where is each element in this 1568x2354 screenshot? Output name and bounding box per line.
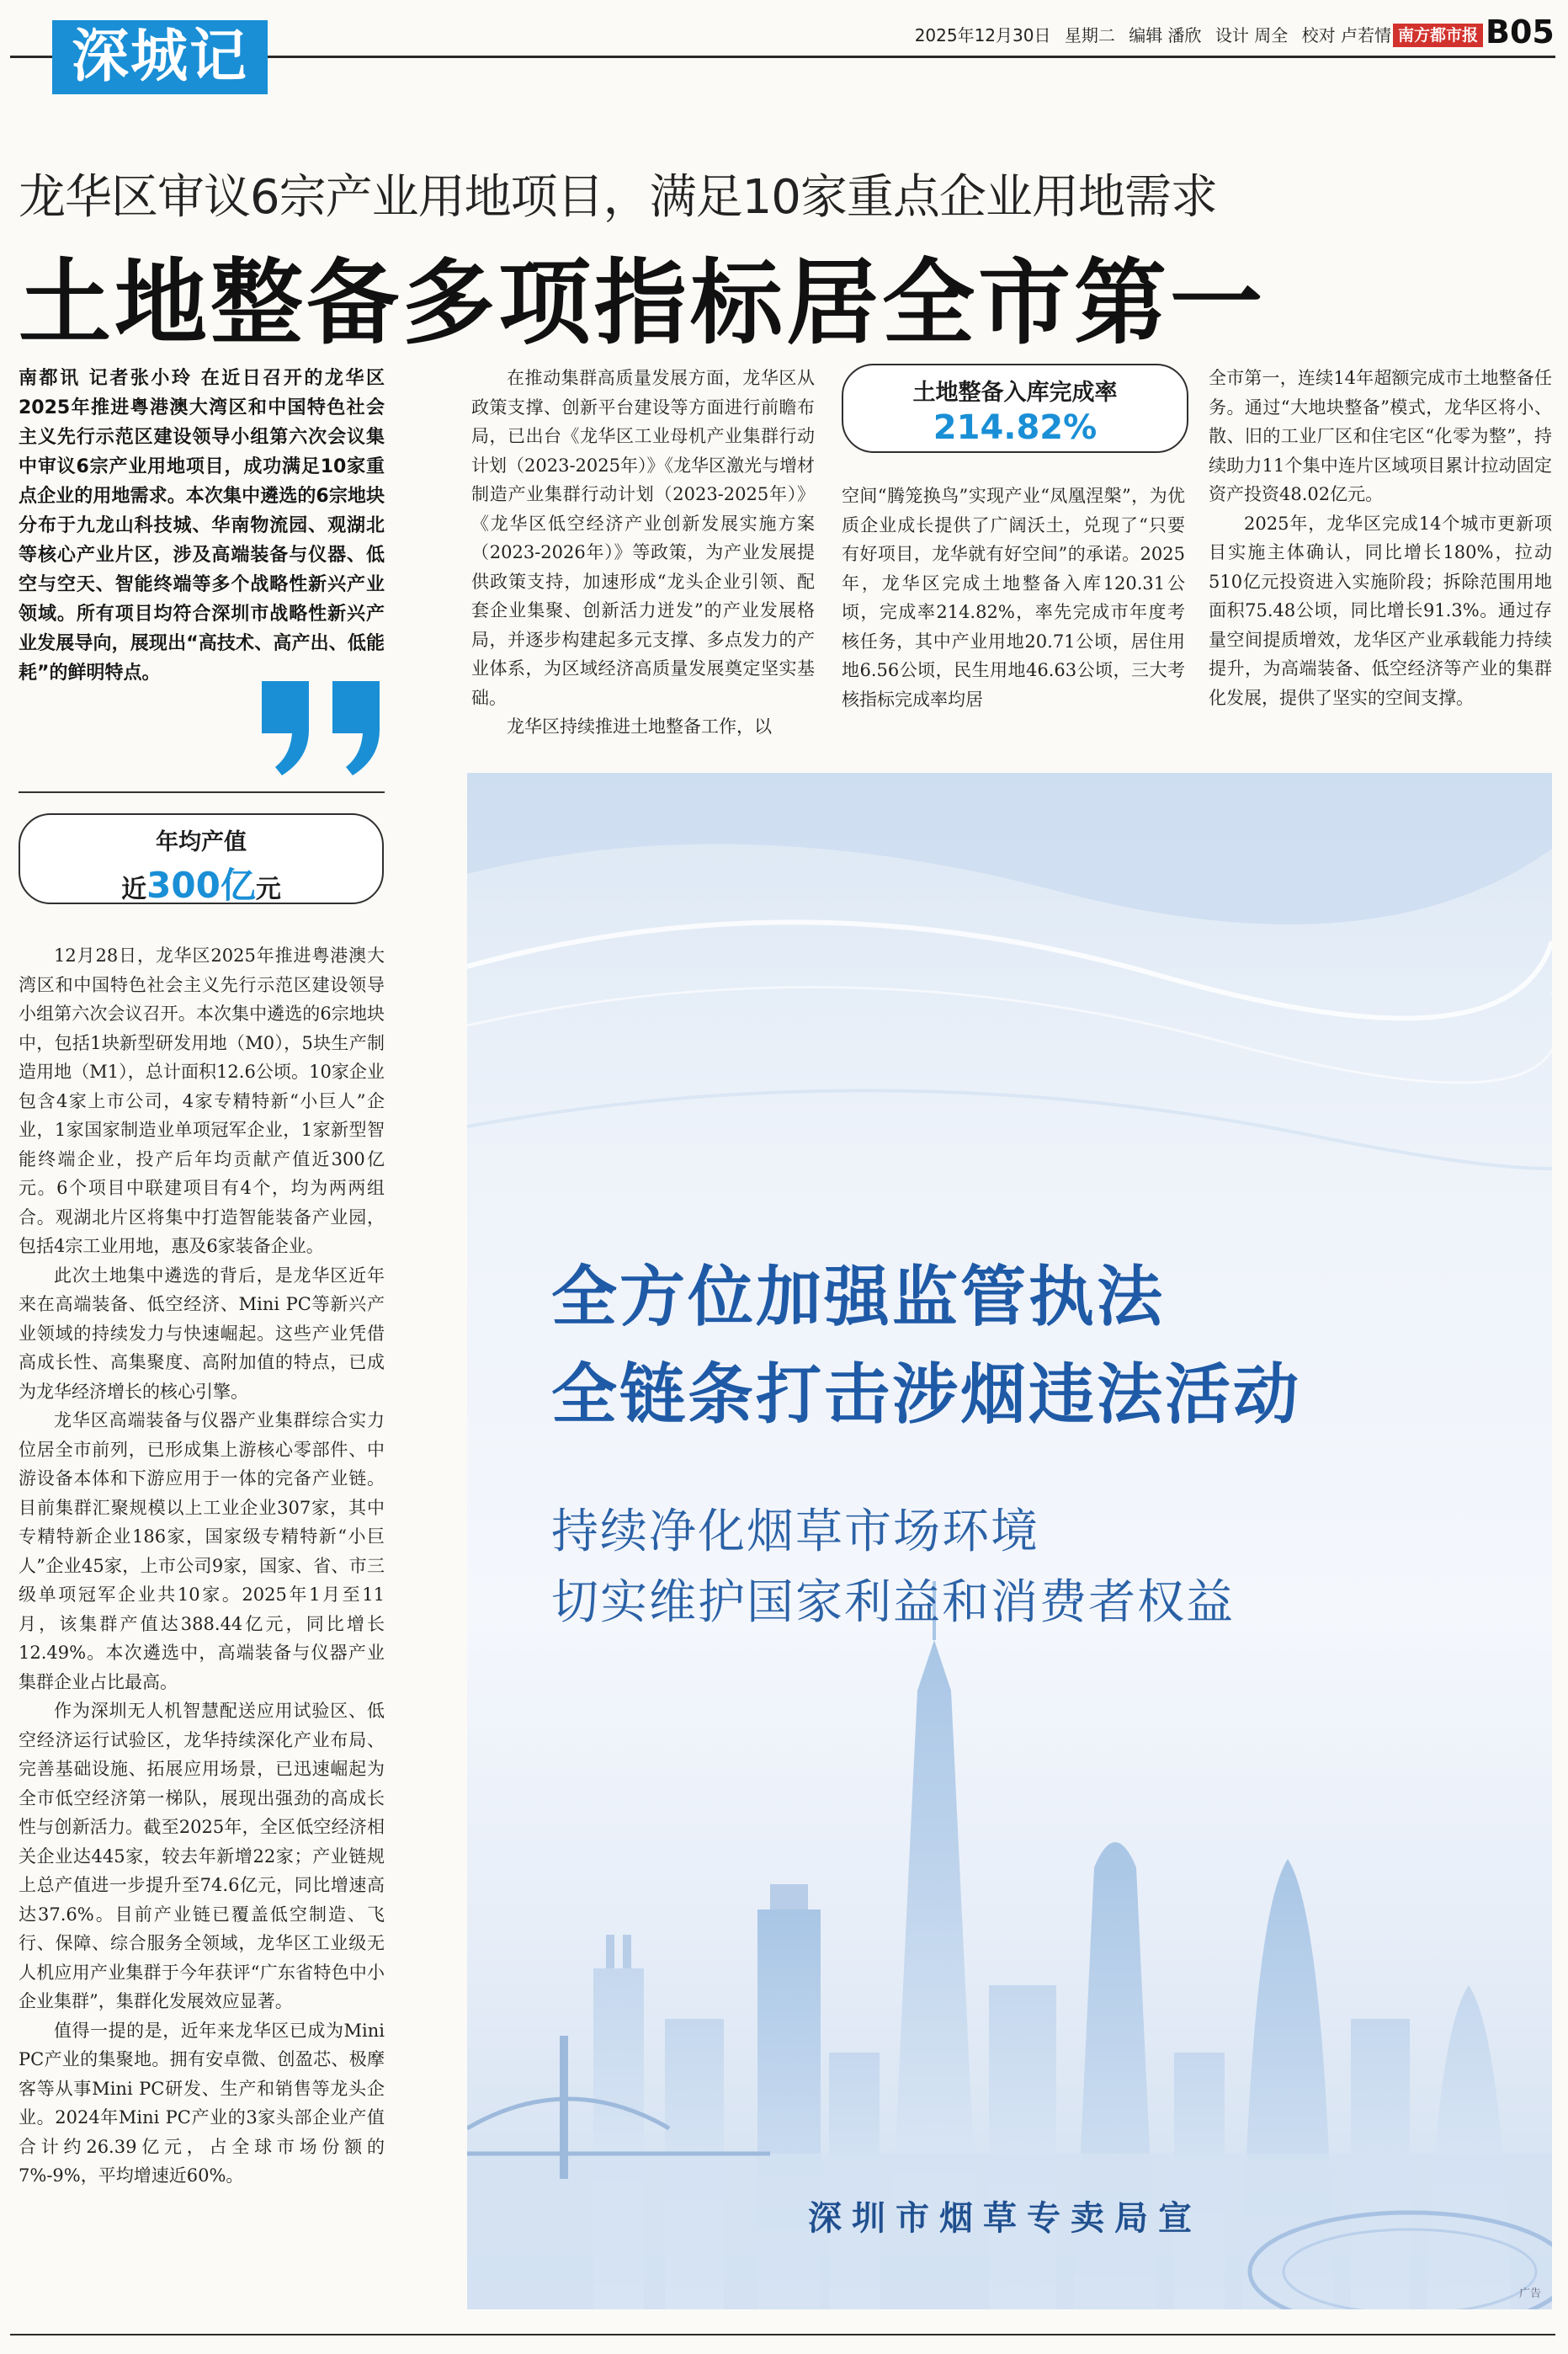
ad-subheadline bbox=[551, 1497, 1235, 1638]
ad-subheadline-line-1: 持续净化烟草市场环境 bbox=[551, 1505, 1039, 1559]
callout-land-rate-label: 土地整备入库完成率 bbox=[912, 380, 1118, 406]
issue-date: 2025年12月30日 bbox=[914, 25, 1051, 45]
paragraph: 作为深圳无人机智慧配送应用试验区、低空经济运行试验区，龙华持续深化产业布局、完善基础设施、拓展应用场景，已迅速崛起为全市低空经济第一梯队，展现出强劲的高成长性与创新活力。截至2025年，全区低空经济相关企业达445家，较去年新增22家；产业链规上总产值进一步提升至74.6亿元，同比增速高达37.6%。目前产业链已覆盖低空制造、飞行、保障、综合服务全领域，龙华区工业级无人机应用产业集群于今年获评“广东省特色中小企业集群”，集群化发展效应显著。 bbox=[19, 1701, 385, 2011]
column-3 bbox=[842, 482, 1185, 743]
page-number: B05 bbox=[1486, 13, 1555, 51]
callout-annual-output-suffix: 元 bbox=[255, 875, 281, 904]
column-4 bbox=[1209, 364, 1552, 743]
ad-headline-line-2: 全链条打击涉烟违法活动 bbox=[551, 1357, 1302, 1433]
issue-meta bbox=[906, 22, 1391, 46]
article-title: 土地整备多项指标居全市第一 bbox=[19, 249, 1266, 357]
callout-annual-output bbox=[19, 813, 384, 904]
callout-land-rate-value: 214.82% bbox=[933, 408, 1098, 447]
paragraph: 此次土地集中遴选的背后，是龙华区近年来在高端装备、低空经济、Mini PC等新兴产业领域的持续发力与快速崛起。这些产业凭借高成长性、高集聚度、高附加值的特点，已成为龙华经济增长的核心引擎。 bbox=[19, 1265, 385, 1402]
newspaper-logo: 南方都市报 bbox=[1393, 24, 1483, 47]
designer-credit: 设计 周全 bbox=[1215, 25, 1289, 45]
article-lead: 南都讯 记者张小玲 在近日召开的龙华区2025年推进粤港澳大湾区和中国特色社会主义先行示范区建设领导小组第六次会议集中审议6宗产业用地项目，成功满足10家重点企业的用地需求。本次集中遴选的6宗地块分布于九龙山科技城、华南物流园、观湖北等核心产业片区，涉及高端装备与仪器、低空与空天、智能终端等多个战略性新兴产业领域。所有项目均符合深圳市战略性新兴产业发展导向，展现出“高技术、高产出、低能耗”的鲜明特点。 bbox=[19, 368, 385, 684]
callout-land-rate bbox=[842, 364, 1188, 453]
bottom-rule bbox=[10, 2334, 1555, 2335]
editor-credit: 编辑 潘欣 bbox=[1129, 25, 1202, 45]
lead-divider bbox=[19, 791, 385, 793]
section-tag: 深城记 bbox=[52, 20, 268, 94]
paragraph: 全市第一，连续14年超额完成市土地整备任务。通过“大地块整备”模式，龙华区将小、散、旧的工业厂区和住宅区“化零为整”，持续助力11个集中连片区域项目累计拉动固定资产投资48.02亿元。 bbox=[1209, 368, 1552, 504]
paragraph: 空间“腾笼换鸟”实现产业“凤凰涅槃”，为优质企业成长提供了广阔沃土，兑现了“只要有好项目，龙华就有好空间”的承诺。2025年，龙华区完成土地整备入库120.31公顷，完成率214.82%，率先完成市年度考核任务，其中产业用地20.71公顷，居住用地6.56公顷，民生用地46.63公顷，三大考核指标完成率均居 bbox=[842, 486, 1185, 710]
paragraph: 龙华区高端装备与仪器产业集群综合实力位居全市前列，已形成集上游核心零部件、中游设备本体和下游应用于一体的完备产业链。目前集群汇聚规模以上工业企业307家，其中专精特新企业186家，国家级专精特新“小巨人”企业45家，上市公司9家，国家、省、市三级单项冠军企业共10家。2025年1月至11月，该集群产值达388.44亿元，同比增长12.49%。本次遴选中，高端装备与仪器产业集群企业占比最高。 bbox=[19, 1410, 385, 1692]
ad-label: 广告 bbox=[1519, 2287, 1542, 2300]
ad-headline-line-1: 全方位加强监管执法 bbox=[551, 1260, 1166, 1335]
paragraph: 在推动集群高质量发展方面，龙华区从政策支撑、创新平台建设等方面进行前瞻布局，已出台《龙华区工业母机产业集群行动计划（2023-2025年）》《龙华区激光与增材制造产业集群行动计划（2023-2025年）》《龙华区低空经济产业创新发展实施方案（2023-2026年）》等政策，为产业发展提供政策支持，加速形成“龙头企业引领、配套企业集聚、创新活力迸发”的产业发展格局，并逐步构建起多元支撑、多点发力的产业体系，为区域经济高质量发展奠定坚实基础。 bbox=[471, 368, 815, 708]
issue-weekday: 星期二 bbox=[1064, 25, 1115, 45]
column-1 bbox=[19, 941, 385, 2322]
ad-sponsor: 深圳市烟草专卖局宣 bbox=[808, 2199, 1202, 2238]
paragraph: 值得一提的是，近年来龙华区已成为Mini PC产业的集聚地。拥有安卓微、创盈芯、极摩客等从事Mini PC研发、生产和销售等龙头企业。2024年Mini PC产业的3家头部企业产值合计约26.39亿元，占全球市场份额的7%-9%，平均增速近60%。 bbox=[19, 2020, 385, 2186]
tobacco-ad bbox=[467, 773, 1552, 2309]
paragraph: 12月28日，龙华区2025年推进粤港澳大湾区和中国特色社会主义先行示范区建设领导小组第六次会议召开。本次集中遴选的6宗地块中，包括1块新型研发用地（M0），5块生产制造用地（M1），总计面积12.6公顷。10家企业包含4家上市公司，4家专精特新“小巨人”企业，1家国家制造业单项冠军企业，1家新型智能终端企业，投产后年均贡献产值近300亿元。6个项目中联建项目有4个，均为两两组合。观湖北片区将集中打造智能装备产业园，包括4宗工业用地，惠及6家装备企业。 bbox=[19, 945, 385, 1256]
ad-subheadline-line-2: 切实维护国家利益和消费者权益 bbox=[551, 1575, 1235, 1630]
proofreader-credit: 校对 卢若情 bbox=[1301, 25, 1391, 45]
paragraph: 2025年，龙华区完成14个城市更新项目实施主体确认，同比增长180%，拉动510亿元投资进入实施阶段；拆除范围用地面积75.48公顷，同比增长91.3%。通过存量空间提质增效，龙华区产业承载能力持续提升，为高端装备、低空经济等产业的集群化发展，提供了坚实的空间支撑。 bbox=[1209, 513, 1552, 708]
quote-mark-icon bbox=[257, 678, 387, 777]
callout-annual-output-label: 年均产值 bbox=[156, 829, 247, 855]
callout-annual-output-prefix: 近 bbox=[121, 875, 147, 904]
column-2 bbox=[471, 364, 815, 743]
article-subtitle: 龙华区审议6宗产业用地项目，满足10家重点企业用地需求 bbox=[19, 170, 1217, 225]
callout-annual-output-value: 300亿 bbox=[146, 865, 256, 906]
paragraph: 龙华区持续推进土地整备工作，以 bbox=[507, 716, 772, 737]
ad-headline bbox=[551, 1249, 1301, 1444]
